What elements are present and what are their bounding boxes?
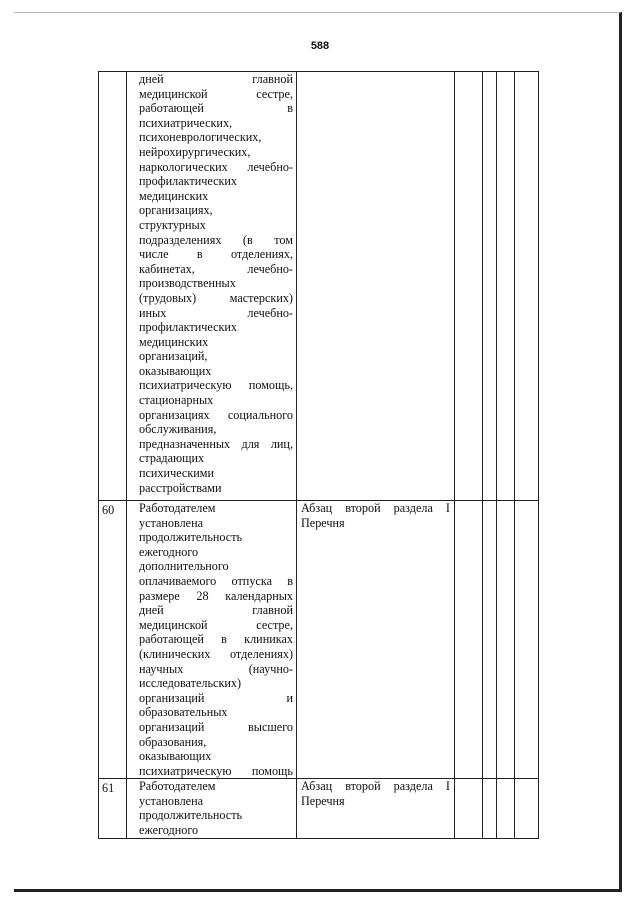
text-line: оплачиваемого отпуска в (139, 573, 293, 588)
text-line: структурных (139, 217, 206, 232)
text-line: работающей в (139, 101, 293, 116)
text-line: предназначенных для лиц, (139, 436, 293, 451)
text-line: подразделениях (в том (139, 232, 293, 247)
text-line: нейрохирургических, (139, 144, 251, 159)
text-line: психиатрическую помощь (139, 763, 293, 778)
text-line: медицинских (139, 188, 209, 203)
text-line: медицинских (139, 334, 209, 349)
row-description-cell (127, 72, 297, 501)
text-line: производственных (139, 276, 236, 291)
text-line: работающей в клиниках (139, 632, 293, 647)
text-line: расстройствами (139, 480, 222, 495)
text-line: психиатрическую помощь, (139, 378, 293, 393)
text-line: психоневрологических, (139, 130, 262, 145)
text-line: научных (научно- (139, 661, 293, 676)
text-line: наркологических лечебно- (139, 159, 293, 174)
empty-cell (455, 779, 483, 838)
text-line: ежегодного (139, 544, 199, 559)
empty-cell (483, 501, 497, 779)
row-reference-cell (297, 501, 455, 779)
text-line: продолжительность (139, 530, 243, 545)
text-line: размере 28 календарных (139, 588, 293, 603)
text-line: (трудовых) мастерских) (139, 290, 293, 305)
row-reference-cell (297, 72, 455, 501)
text-line: профилактических (139, 174, 238, 189)
text-line: продолжительность (139, 808, 243, 823)
text-line: кабинетах, лечебно- (139, 261, 293, 276)
text-line: Работодателем (139, 501, 216, 515)
text-line: установлена (139, 515, 204, 530)
table-row (99, 72, 539, 501)
text-line: дней главной (139, 603, 293, 618)
text-line: образования, (139, 734, 207, 749)
text-line: психическими (139, 466, 214, 481)
text-line: организаций и (139, 690, 293, 705)
text-line: обслуживания, (139, 422, 217, 437)
document-table (98, 71, 539, 839)
text-line: дополнительного (139, 559, 229, 574)
text-line: организациях социального (139, 407, 293, 422)
empty-cell (455, 501, 483, 779)
text-line: организациях, (139, 203, 213, 218)
row-description-cell (127, 779, 297, 838)
text-line: страдающих (139, 451, 205, 466)
empty-cell (515, 501, 539, 779)
text-line: образовательных (139, 705, 228, 720)
table-row (99, 779, 539, 838)
text-line: профилактических (139, 320, 238, 335)
row-number-cell: 60 (99, 501, 127, 779)
text-line: медицинской сестре, (139, 86, 293, 101)
empty-cell (497, 779, 515, 838)
row-description-cell (127, 501, 297, 779)
text-line: стационарных (139, 393, 214, 408)
table-row (99, 501, 539, 779)
text-line: Перечня (301, 515, 345, 530)
empty-cell (515, 779, 539, 838)
row-number-cell (99, 72, 127, 501)
text-line: медицинской сестре, (139, 617, 293, 632)
row-reference-cell (297, 779, 455, 838)
text-line: установлена (139, 793, 204, 808)
page-number: 588 (310, 40, 330, 52)
empty-cell (483, 779, 497, 838)
text-line: оказывающих (139, 749, 212, 764)
text-line: (клинических отделениях) (139, 646, 293, 661)
text-line: организаций высшего (139, 719, 293, 734)
text-line: Абзац второй раздела I (301, 501, 450, 515)
text-line: исследовательских) (139, 676, 242, 691)
empty-cell (497, 501, 515, 779)
empty-cell (497, 72, 515, 501)
empty-cell (483, 72, 497, 501)
empty-cell (455, 72, 483, 501)
text-line: Работодателем (139, 779, 216, 794)
text-line: оказывающих (139, 363, 212, 378)
text-line: психиатрических, (139, 115, 233, 130)
text-line: числе в отделениях, (139, 247, 293, 262)
text-line: иных лечебно- (139, 305, 293, 320)
text-line: Абзац второй раздела I (301, 779, 450, 794)
empty-cell (515, 72, 539, 501)
text-line: организаций, (139, 349, 208, 364)
text-line: ежегодного (139, 823, 199, 838)
text-line: Перечня (301, 793, 345, 808)
text-line: дней главной (139, 72, 293, 86)
row-number-cell: 61 (99, 779, 127, 838)
